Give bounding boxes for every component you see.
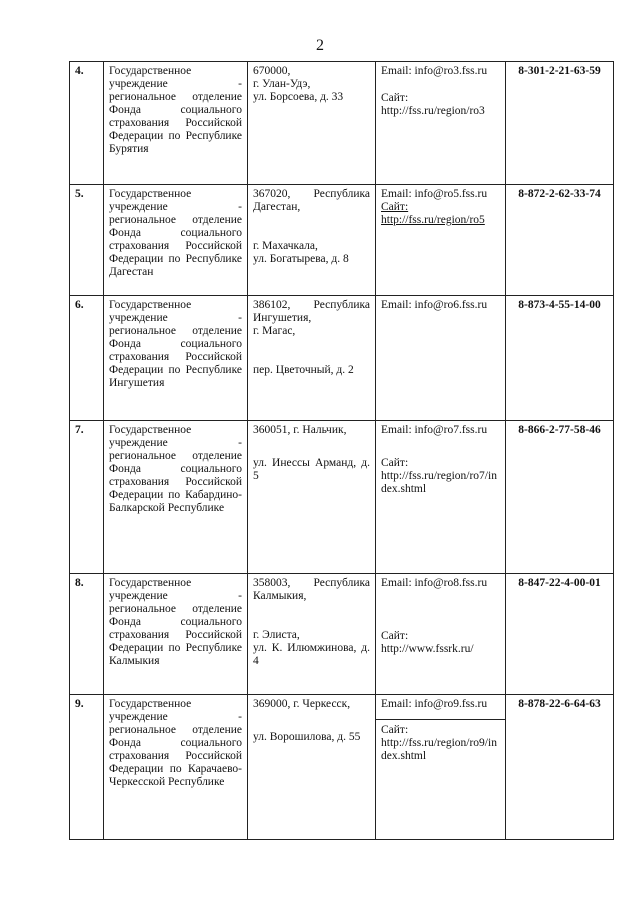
contact-cell [376,62,506,185]
row-number: 5. [70,185,104,296]
address-line: ул. Борсоева, д. 33 [253,91,344,103]
organization-name: Государственное учреждение - региональное отделение Фонда социального страхования Российской Федерации по Республике Калмыкия [104,574,248,695]
email-text[interactable]: Email: info@ro5.fss.ru [381,188,488,200]
organization-name: Государственное учреждение - региональное отделение Фонда социального страхования Российской Федерации по Кабардино-Балкарской Республике [104,421,248,574]
row-number: 9. [70,695,104,840]
site-link[interactable]: http://fss.ru/region/ro9/index.shtml [381,737,497,762]
email-text[interactable]: Email: info@ro9.fss.ru [381,698,488,710]
email-text[interactable]: Email: info@ro6.fss.ru [381,299,488,311]
row-number: 8. [70,574,104,695]
site-label: Сайт: [381,201,409,213]
address-line: 369000, г. Черкесск, [253,698,351,710]
address-line: г. Махачкала, [253,240,318,252]
table-row [70,185,614,296]
address-cell [248,62,376,185]
site-link[interactable]: http://www.fssrk.ru/ [381,643,474,655]
site-link[interactable]: http://fss.ru/region/ro7/index.shtml [381,470,497,495]
contact-cell [376,574,506,695]
organization-name: Государственное учреждение - региональное отделение Фонда социального страхования Российской Федерации по Республике Ингушетия [104,296,248,421]
address-line: 670000, [253,65,291,77]
row-number: 4. [70,62,104,185]
address-line: г. Элиста, [253,629,300,641]
site-link[interactable]: http://fss.ru/region/ro5 [381,214,485,226]
site-label: Сайт: [381,630,409,642]
table-row [70,421,614,574]
address-cell [248,695,376,840]
table-row [70,296,614,421]
table-row [70,574,614,695]
address-line: ул. К. Илюмжинова, д. 4 [253,642,370,667]
address-line: 386102, Республика Ингушетия, [253,299,370,324]
address-line: 367020, Республика Дагестан, [253,188,370,213]
contact-cell [376,296,506,421]
phone-number: 8-873-4-55-14-00 [506,296,614,421]
phone-number: 8-866-2-77-58-46 [506,421,614,574]
address-line: ул. Ворошилова, д. 55 [253,731,361,743]
address-line: г. Улан-Удэ, [253,78,311,90]
site-link[interactable]: http://fss.ru/region/ro3 [381,105,485,117]
organization-name: Государственное учреждение - региональное отделение Фонда социального страхования Российской Федерации по Республике Дагестан [104,185,248,296]
address-line: г. Магас, [253,325,296,337]
row-number: 7. [70,421,104,574]
address-line: пер. Цветочный, д. 2 [253,364,354,376]
site-label: Сайт: [381,457,409,469]
phone-number: 8-878-22-6-64-63 [506,695,614,840]
email-text[interactable]: Email: info@ro3.fss.ru [381,65,488,77]
phone-number: 8-301-2-21-63-59 [506,62,614,185]
site-label: Сайт: [381,92,409,104]
address-cell [248,185,376,296]
page-number: 2 [316,37,324,54]
contact-cell [376,695,506,840]
address-cell [248,574,376,695]
contact-cell [376,185,506,296]
table-row [70,695,614,840]
address-line: ул. Инессы Арманд, д. 5 [253,457,370,482]
table-row [70,62,614,185]
phone-number: 8-872-2-62-33-74 [506,185,614,296]
organization-name: Государственное учреждение - региональное отделение Фонда социального страхования Российской Федерации по Карачаево-Черкесской Республике [104,695,248,840]
address-line: 358003, Республика Калмыкия, [253,577,370,602]
phone-number: 8-847-22-4-00-01 [506,574,614,695]
email-text[interactable]: Email: info@ro7.fss.ru [381,424,488,436]
address-cell [248,421,376,574]
organization-name: Государственное учреждение - региональное отделение Фонда социального страхования Российской Федерации по Республике Бурятия [104,62,248,185]
address-cell [248,296,376,421]
address-line: 360051, г. Нальчик, [253,424,347,436]
row-number: 6. [70,296,104,421]
site-label: Сайт: [381,724,409,736]
contact-cell [376,421,506,574]
fss-offices-table [69,61,614,840]
address-line: ул. Богатырева, д. 8 [253,253,349,265]
email-text[interactable]: Email: info@ro8.fss.ru [381,577,488,589]
